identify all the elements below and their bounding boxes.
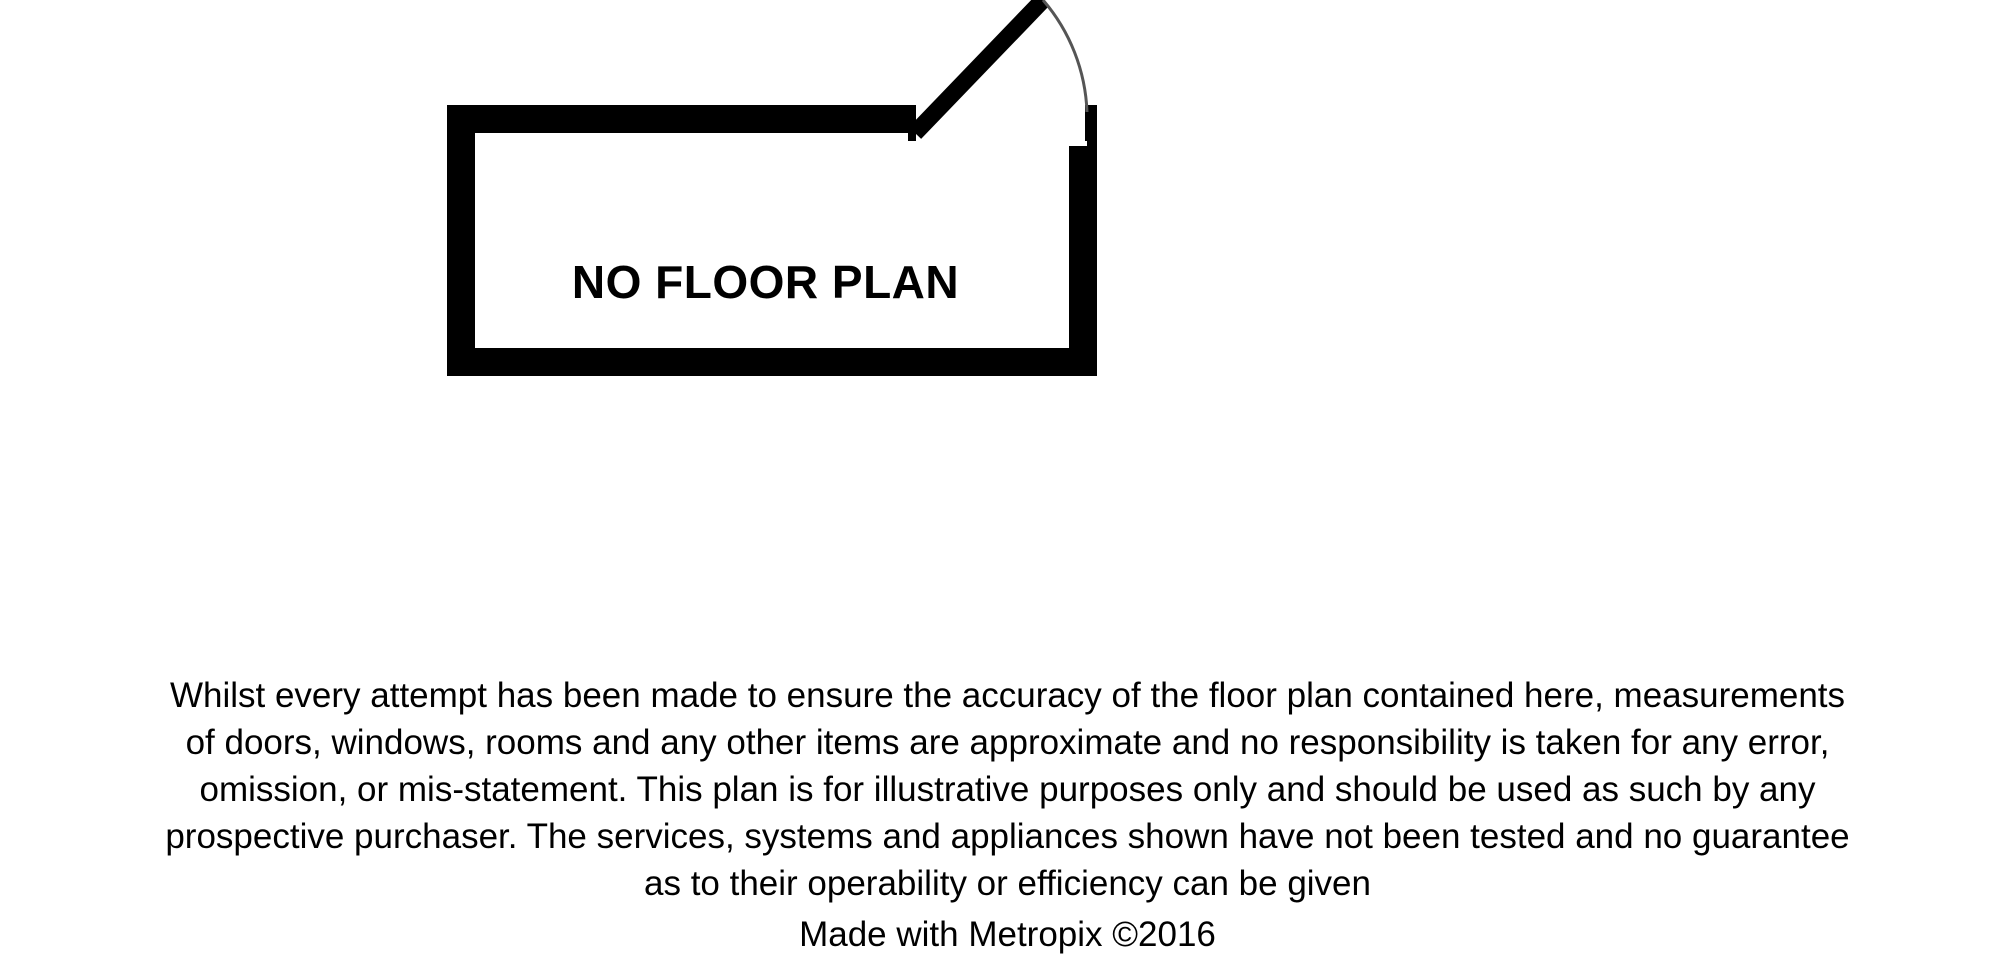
no-floor-plan-label: NO FLOOR PLAN — [571, 256, 960, 308]
disclaimer-line-3: omission, or mis-statement. This plan is for illustrative purposes only and should be used as such by any — [199, 770, 1816, 809]
room-outline-wall — [461, 119, 1083, 362]
disclaimer-line-2: of doors, windows, rooms and any other items are approximate and no responsibility is taken for any error, — [185, 723, 1830, 762]
disclaimer-line-1: Whilst every attempt has been made to ensure the accuracy of the floor plan contained here, measurements — [169, 676, 1846, 715]
disclaimer-line-5: as to their operability or efficiency can be given — [644, 864, 1371, 903]
made-with-credit: Made with Metropix ©2016 — [799, 915, 1216, 954]
disclaimer-line-4: prospective purchaser. The services, systems and appliances shown have not been tested and no guarantee — [165, 817, 1850, 856]
disclaimer-text — [0, 672, 2015, 907]
door-swing-arc — [1043, 0, 1087, 112]
